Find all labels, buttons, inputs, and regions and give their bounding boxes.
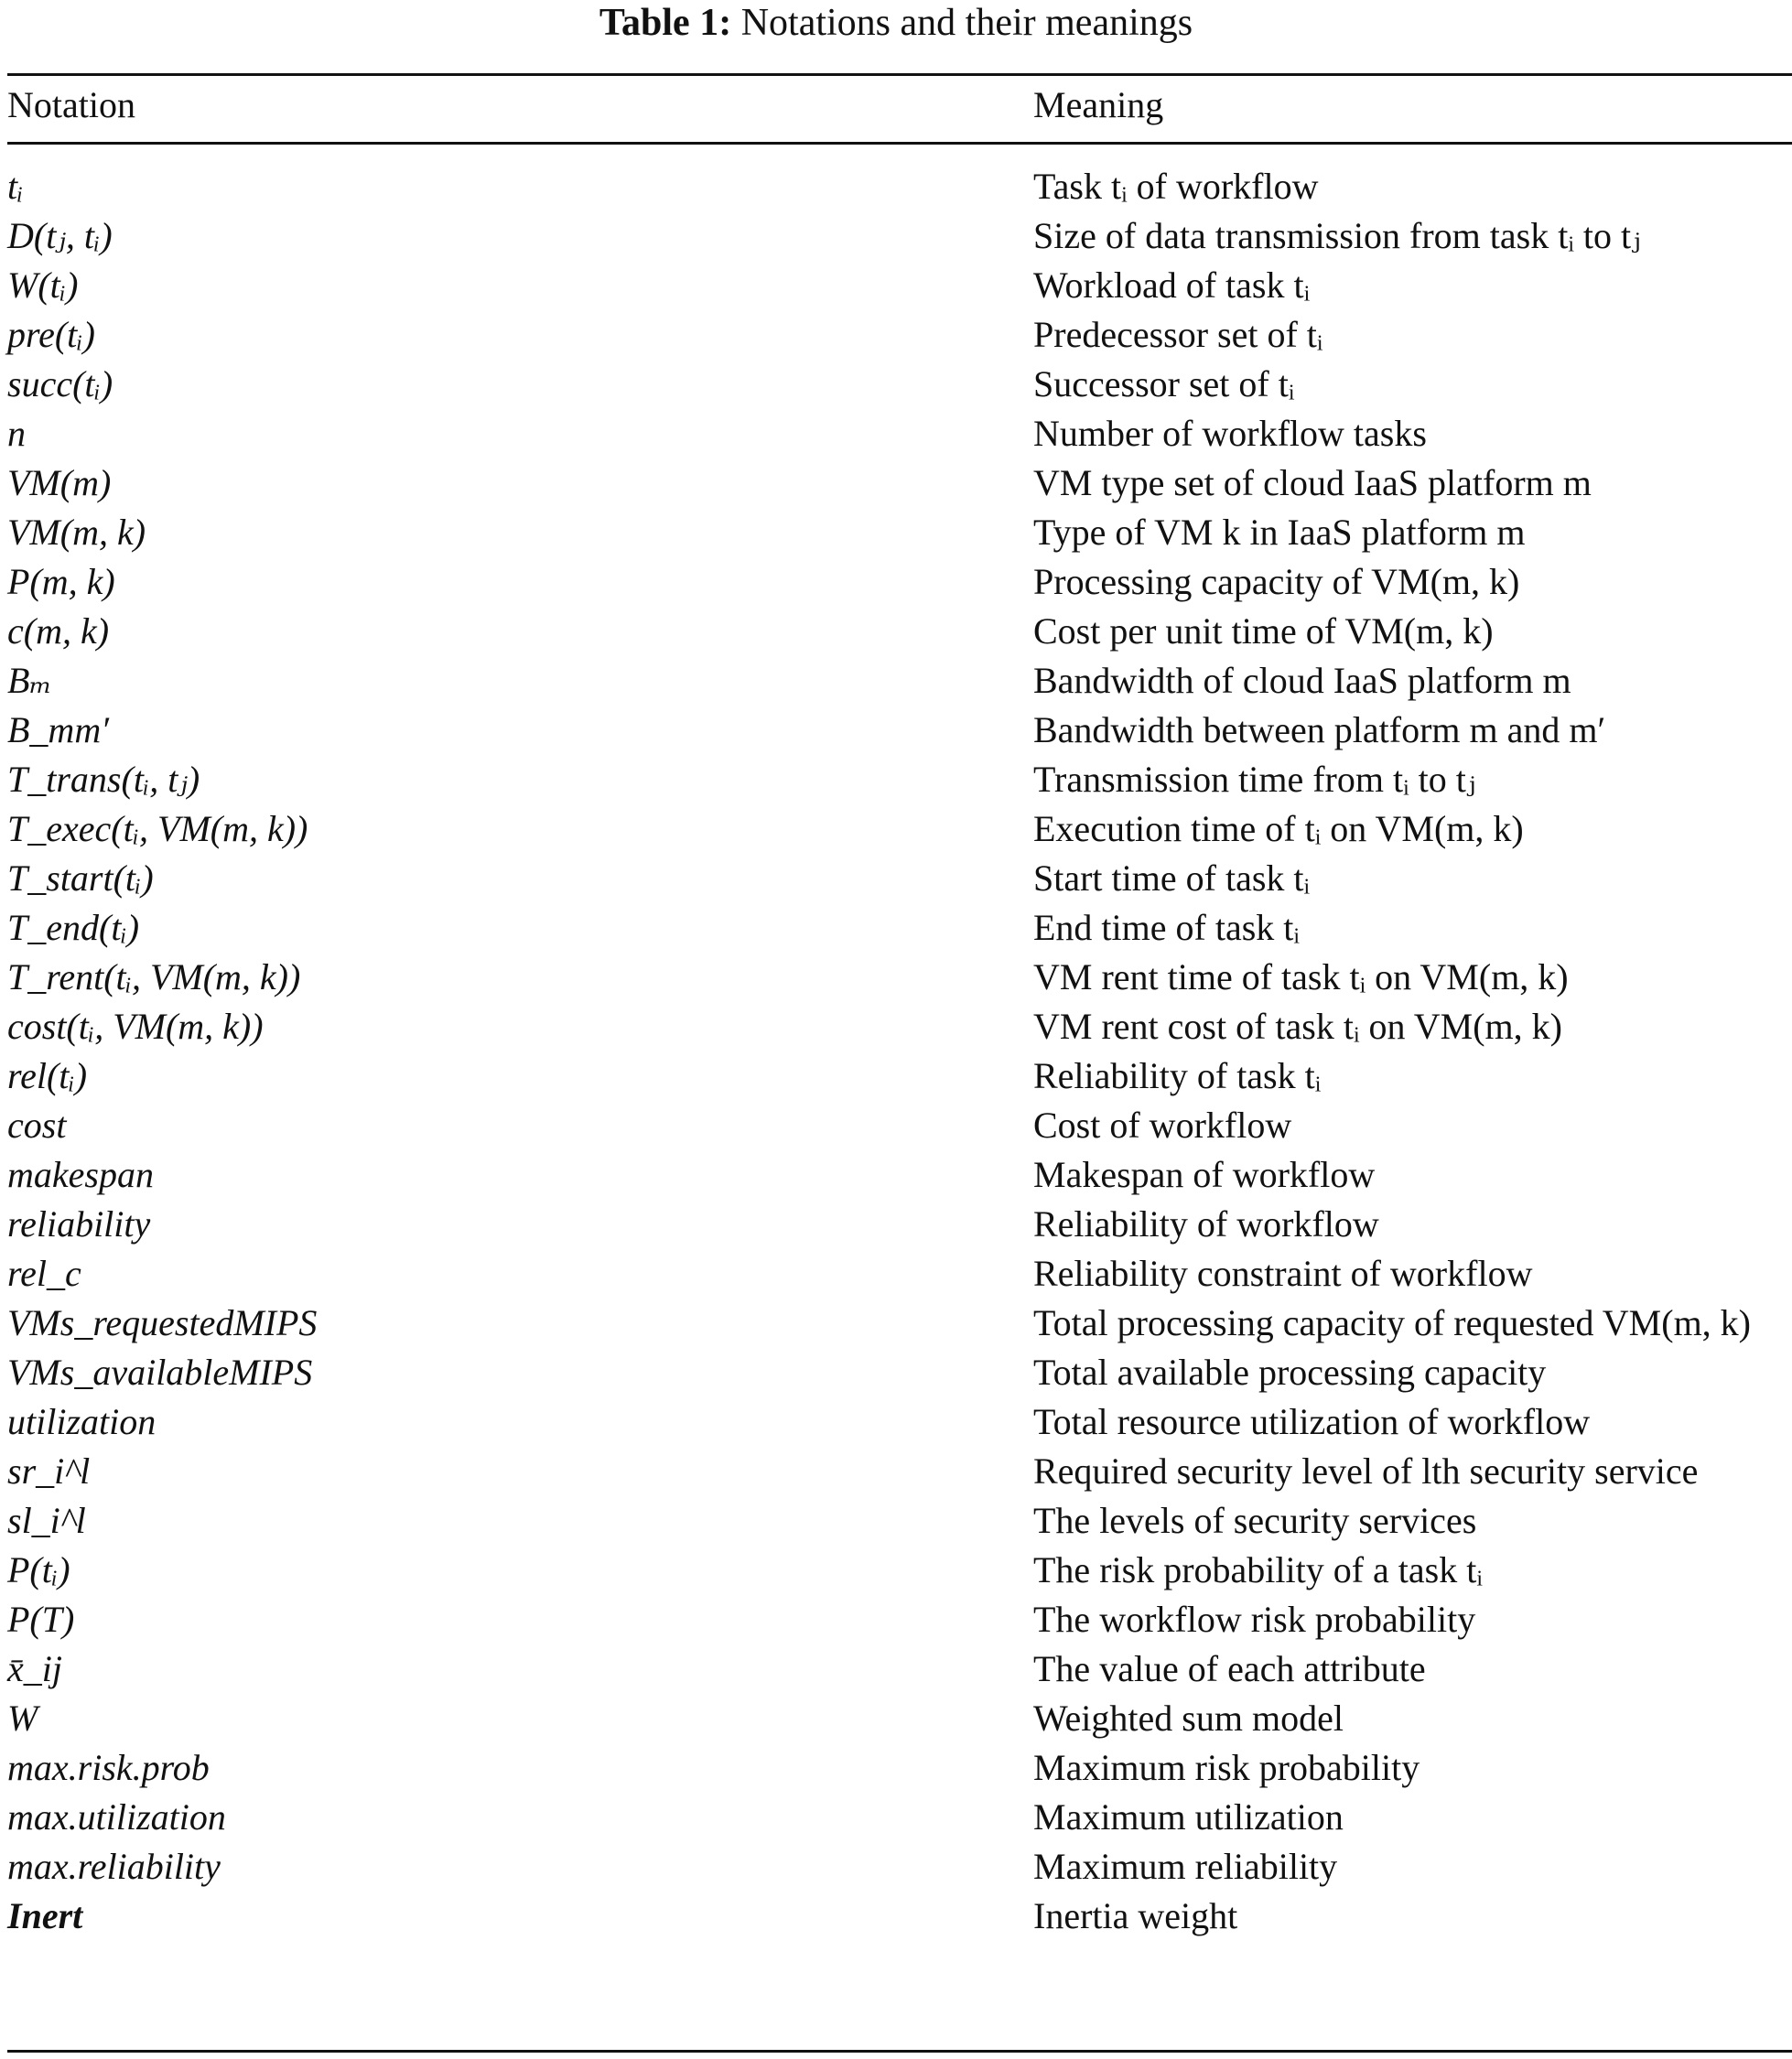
notation-cell: max.risk.prob xyxy=(7,1747,210,1788)
notation-cell: makespan xyxy=(7,1154,154,1195)
table-row xyxy=(0,903,1792,953)
notation-cell: D(tⱼ, tᵢ) xyxy=(7,215,113,256)
notation-cell: reliability xyxy=(7,1203,151,1245)
notation-cell: utilization xyxy=(7,1401,157,1442)
meaning-cell: Predecessor set of tᵢ xyxy=(1033,314,1323,355)
header-meaning: Meaning xyxy=(1033,84,1164,125)
table-row xyxy=(0,162,1792,211)
table-row xyxy=(0,953,1792,1002)
meaning-cell: Processing capacity of VM(m, k) xyxy=(1033,561,1520,602)
meaning-cell: Size of data transmission from task tᵢ to tⱼ xyxy=(1033,215,1641,256)
table-row xyxy=(0,1595,1792,1644)
notation-cell: rel(tᵢ) xyxy=(7,1055,88,1096)
notation-cell: VM(m, k) xyxy=(7,512,146,553)
notation-cell: sr_i^l xyxy=(7,1450,91,1492)
notation-cell: T_trans(tᵢ, tⱼ) xyxy=(7,759,200,800)
table-row xyxy=(0,1793,1792,1842)
table-row xyxy=(0,211,1792,261)
notation-cell: P(T) xyxy=(7,1599,75,1640)
table-row xyxy=(0,1200,1792,1249)
notation-cell: x̄_ij xyxy=(7,1648,62,1689)
notation-cell: c(m, k) xyxy=(7,610,110,652)
caption-label: Table 1: xyxy=(599,2,732,44)
meaning-cell: Makespan of workflow xyxy=(1033,1154,1376,1195)
notation-cell: tᵢ xyxy=(7,166,24,207)
table-row xyxy=(0,854,1792,903)
table-row xyxy=(0,1743,1792,1793)
meaning-cell: Bandwidth between platform m and m′ xyxy=(1033,709,1606,750)
meaning-cell: Start time of task tᵢ xyxy=(1033,857,1311,899)
table-row xyxy=(0,1892,1792,1941)
meaning-cell: Workload of task tᵢ xyxy=(1033,264,1311,306)
table-row xyxy=(0,1447,1792,1496)
notation-cell: pre(tᵢ) xyxy=(7,314,95,355)
notation-cell: VM(m) xyxy=(7,462,112,503)
table-body xyxy=(0,162,1792,1941)
table-row xyxy=(0,1546,1792,1595)
notation-cell: max.reliability xyxy=(7,1846,221,1887)
meaning-cell: Reliability of task tᵢ xyxy=(1033,1055,1322,1096)
meaning-cell: Bandwidth of cloud IaaS platform m xyxy=(1033,660,1571,701)
notation-cell: W(tᵢ) xyxy=(7,264,79,306)
table-row xyxy=(0,310,1792,360)
notation-cell: T_rent(tᵢ, VM(m, k)) xyxy=(7,956,301,997)
meaning-cell: Maximum utilization xyxy=(1033,1796,1344,1838)
table-row xyxy=(0,1299,1792,1348)
table-row xyxy=(0,1101,1792,1150)
table-row xyxy=(0,508,1792,557)
notation-cell: VMs_requestedMIPS xyxy=(7,1302,318,1343)
meaning-cell: Inertia weight xyxy=(1033,1895,1238,1936)
meaning-cell: Total resource utilization of workflow xyxy=(1033,1401,1591,1442)
meaning-cell: Maximum reliability xyxy=(1033,1846,1338,1887)
notation-cell: Inert xyxy=(7,1895,83,1936)
notation-cell: W xyxy=(7,1698,38,1739)
meaning-cell: Execution time of tᵢ on VM(m, k) xyxy=(1033,808,1524,849)
meaning-cell: End time of task tᵢ xyxy=(1033,907,1300,948)
notation-cell: n xyxy=(7,413,26,454)
notation-cell: P(tᵢ) xyxy=(7,1549,70,1590)
table-row xyxy=(0,656,1792,706)
meaning-cell: Reliability constraint of workflow xyxy=(1033,1253,1533,1294)
header-notation: Notation xyxy=(7,84,135,125)
notation-cell: T_exec(tᵢ, VM(m, k)) xyxy=(7,808,308,849)
meaning-cell: Total available processing capacity xyxy=(1033,1352,1547,1393)
table-row xyxy=(0,458,1792,508)
table-row xyxy=(0,1694,1792,1743)
meaning-cell: VM rent time of task tᵢ on VM(m, k) xyxy=(1033,956,1569,997)
notation-cell: cost xyxy=(7,1105,67,1146)
table-row xyxy=(0,1644,1792,1694)
notation-cell: P(m, k) xyxy=(7,561,115,602)
meaning-cell: Weighted sum model xyxy=(1033,1698,1344,1739)
meaning-cell: Total processing capacity of requested VM(m, k) xyxy=(1033,1302,1752,1343)
meaning-cell: VM type set of cloud IaaS platform m xyxy=(1033,462,1592,503)
table-row xyxy=(0,1348,1792,1397)
notation-cell: max.utilization xyxy=(7,1796,226,1838)
meaning-cell: Number of workflow tasks xyxy=(1033,413,1427,454)
table-row xyxy=(0,804,1792,854)
meaning-cell: The workflow risk probability xyxy=(1033,1599,1476,1640)
table-row xyxy=(0,1002,1792,1051)
top-rule xyxy=(7,73,1792,76)
notation-cell: VMs_availableMIPS xyxy=(7,1352,313,1393)
caption-text: Notations and their meanings xyxy=(740,2,1193,44)
meaning-cell: Cost per unit time of VM(m, k) xyxy=(1033,610,1494,652)
table-row xyxy=(0,1397,1792,1447)
table-row xyxy=(0,360,1792,409)
meaning-cell: Cost of workflow xyxy=(1033,1105,1292,1146)
notation-cell: T_end(tᵢ) xyxy=(7,907,140,948)
meaning-cell: Reliability of workflow xyxy=(1033,1203,1379,1245)
meaning-cell: Type of VM k in IaaS platform m xyxy=(1033,512,1526,553)
notation-cell: cost(tᵢ, VM(m, k)) xyxy=(7,1006,264,1047)
table-caption xyxy=(0,0,1792,46)
notation-cell: succ(tᵢ) xyxy=(7,363,113,404)
meaning-cell: Transmission time from tᵢ to tⱼ xyxy=(1033,759,1476,800)
meaning-cell: The levels of security services xyxy=(1033,1500,1477,1541)
table-row xyxy=(0,261,1792,310)
meaning-cell: The risk probability of a task tᵢ xyxy=(1033,1549,1483,1590)
meaning-cell: Required security level of lth security service xyxy=(1033,1450,1699,1492)
meaning-cell: Task tᵢ of workflow xyxy=(1033,166,1319,207)
header-rule xyxy=(7,142,1792,145)
meaning-cell: VM rent cost of task tᵢ on VM(m, k) xyxy=(1033,1006,1562,1047)
table-row xyxy=(0,1842,1792,1892)
table-row xyxy=(0,706,1792,755)
table-row xyxy=(0,607,1792,656)
notation-cell: rel_c xyxy=(7,1253,81,1294)
table-row xyxy=(0,1496,1792,1546)
table-row xyxy=(0,1249,1792,1299)
meaning-cell: Successor set of tᵢ xyxy=(1033,363,1295,404)
notation-cell: B_mm′ xyxy=(7,709,109,750)
table-row xyxy=(0,755,1792,804)
table-row xyxy=(0,557,1792,607)
notation-cell: T_start(tᵢ) xyxy=(7,857,154,899)
table-row xyxy=(0,1051,1792,1101)
bottom-rule xyxy=(7,2050,1792,2053)
notation-cell: Bₘ xyxy=(7,660,52,701)
table-row xyxy=(0,409,1792,458)
notation-cell: sl_i^l xyxy=(7,1500,86,1541)
meaning-cell: The value of each attribute xyxy=(1033,1648,1426,1689)
meaning-cell: Maximum risk probability xyxy=(1033,1747,1420,1788)
table-row xyxy=(0,1150,1792,1200)
